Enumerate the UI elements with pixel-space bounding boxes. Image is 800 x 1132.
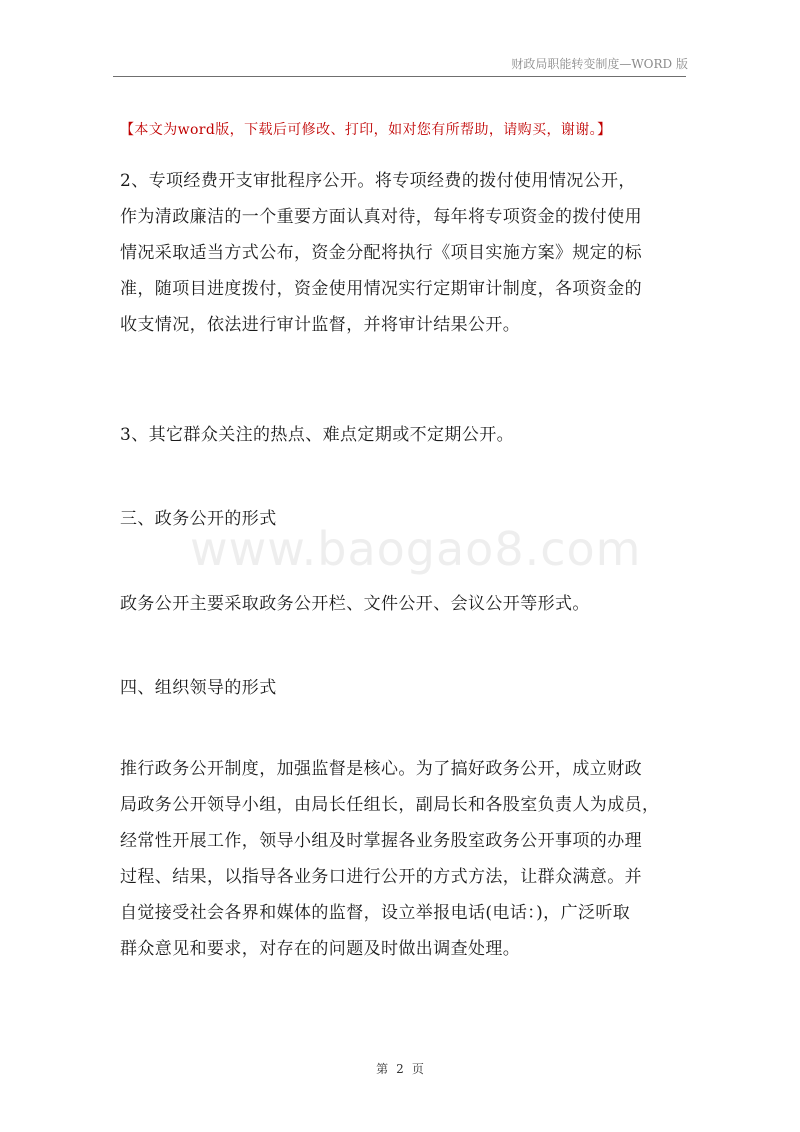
heading-line: 三、政务公开的形式 [120,509,277,529]
purchase-notice: 【本文为word版，下载后可修改、打印，如对您有所帮助，请购买，谢谢。】 [120,122,612,138]
paragraph-line: 政务公开主要采取政务公开栏、文件公开、会议公开等形式。 [120,594,590,614]
paragraph-line: 情况采取适当方式公布，资金分配将执行《项目实施方案》规定的标 [120,243,642,263]
paragraph-leadership [120,751,690,967]
paragraph-other-hotspots [120,417,690,453]
paragraph-line: 群众意见和要求，对存在的问题及时做出调查处理。 [120,939,521,959]
paragraph-forms-description [120,586,690,622]
paragraph-line: 过程、结果，以指导各业务口进行公开的方式方法，让群众满意。并 [120,867,642,887]
page-footer [0,1060,800,1077]
paragraph-line: 3、其它群众关注的热点、难点定期或不定期公开。 [120,425,515,445]
paragraph-line: 收支情况，依法进行审计监督，并将审计结果公开。 [120,315,521,335]
header-divider [113,76,686,77]
paragraph-line: 局政务公开领导小组，由局长任组长，副局长和各股室负责人为成员， [120,795,660,815]
page-prefix: 第 [376,1062,389,1076]
page-suffix: 页 [411,1062,424,1076]
watermark: www.baogao8.com [190,522,642,576]
paragraph-line: 准，随项目进度拨付，资金使用情况实行定期审计制度，各项资金的 [120,279,642,299]
paragraph-line: 自觉接受社会各界和媒体的监督，设立举报电话(电话：)，广泛听取 [120,903,631,923]
heading-line: 四、组织领导的形式 [120,678,277,698]
paragraph-line: 2、专项经费开支审批程序公开。将专项经费的拨付使用情况公开， [120,171,636,191]
paragraph-line: 经常性开展工作，领导小组及时掌握各业务股室政务公开事项的办理 [120,831,642,851]
header-title: 财政局职能转变制度—WORD 版 [511,57,688,71]
paragraph-special-funds [120,163,690,343]
paragraph-line: 推行政务公开制度，加强监督是核心。为了搞好政务公开，成立财政 [120,759,642,779]
section-heading-leadership [120,670,690,706]
paragraph-line: 作为清政廉洁的一个重要方面认真对待，每年将专项资金的拨付使用 [120,207,642,227]
page-number: 2 [396,1062,404,1076]
